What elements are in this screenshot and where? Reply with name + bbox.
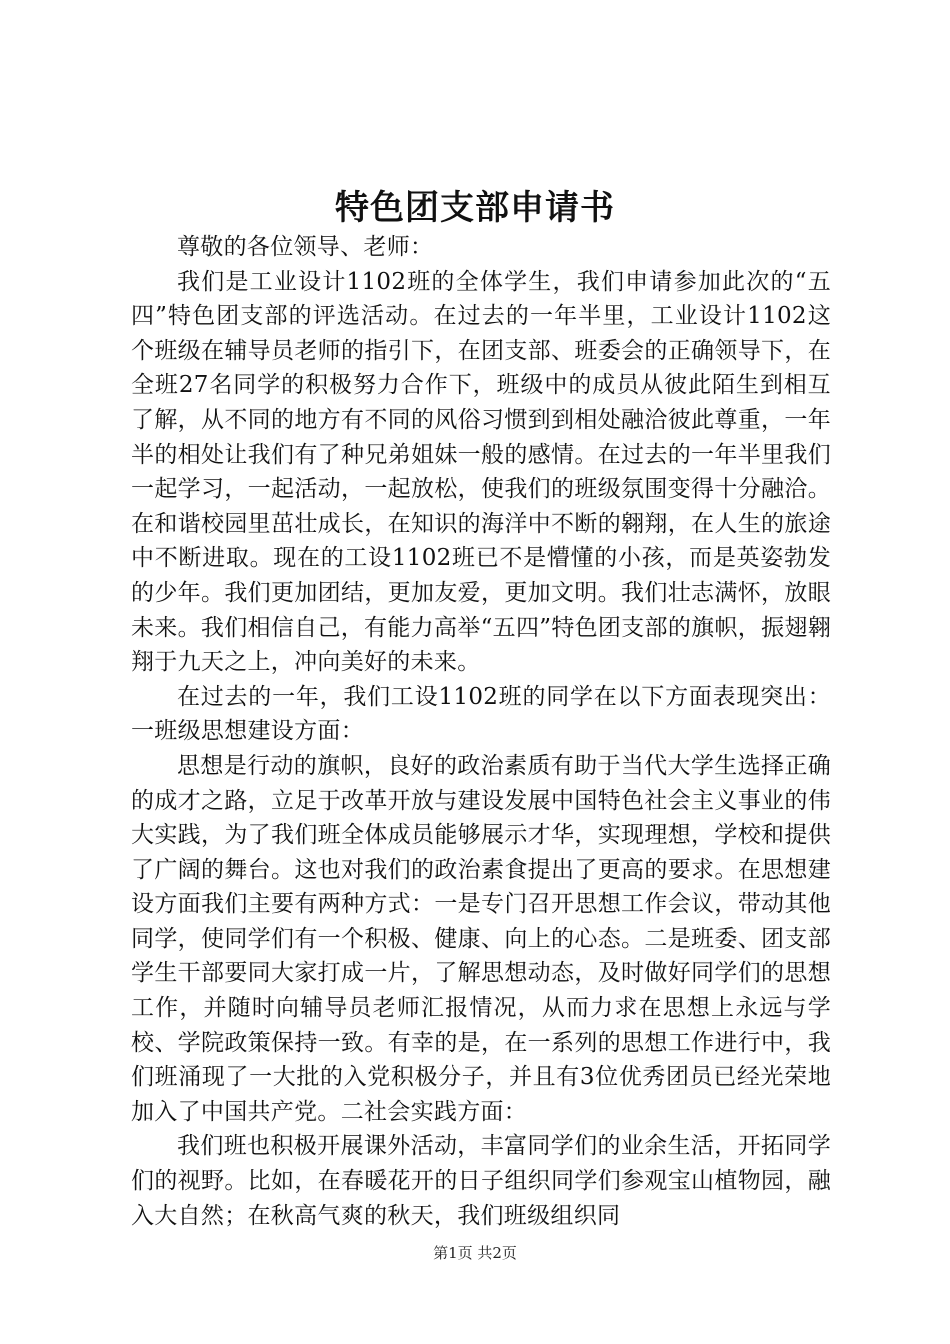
paragraph-activities: 我们班也积极开展课外活动，丰富同学们的业余生活，开拓同学们的视野。比如，在春暖花开的日子组织同学们参观宝山植物园，融入大自然；在秋高气爽的秋天，我们班级组织同 (131, 1133, 831, 1229)
salutation: 尊敬的各位领导、老师： (177, 234, 434, 260)
paragraph-intro: 我们是工业设计1102班的全体学生，我们申请参加此次的“五四”特色团支部的评选活动。在过去的一年半里，工业设计1102这个班级在辅导员老师的指引下，在团支部、班委会的正确领导下，在全班27名同学的积极努力合作下，班级中的成员从彼此陌生到相互了解，从不同的地方有不同的风俗习惯到到相处融洽彼此尊重，一年半的相处让我们有了种兄弟姐妹一般的感情。在过去的一年半里我们一起学习，一起活动，一起放松，使我们的班级氛围变得十分融洽。在和谐校园里茁壮成长，在知识的海洋中不断的翱翔，在人生的旅途中不断进取。现在的工设1102班已不是懵懂的小孩，而是英姿勃发的少年。我们更加团结，更加友爱，更加文明。我们壮志满怀，放眼未来。我们相信自己，有能力高举“五四”特色团支部的旗帜，振翅翱翔于九天之上，冲向美好的未来。 (131, 268, 831, 676)
paragraph-achievements: 在过去的一年，我们工设1102班的同学在以下方面表现突出：一班级思想建设方面： (131, 683, 831, 745)
page-number-footer: 第1页 共2页 (433, 1244, 517, 1262)
document-title: 特色团支部申请书 (335, 188, 615, 228)
document-body (131, 230, 831, 1233)
paragraph-ideology: 思想是行动的旗帜，良好的政治素质有助于当代大学生选择正确的成才之路，立足于改革开放与建设发展中国特色社会主义事业的伟大实践，为了我们班全体成员能够展示才华，实现理想，学校和提供了广阔的舞台。这也对我们的政治素食提出了更高的要求。在思想建设方面我们主要有两种方式：一是专门召开思想工作会议，带动其他同学，使同学们有一个积极、健康、向上的心态。二是班委、团支部学生干部要同大家打成一片，了解思想动态，及时做好同学们的思想工作，并随时向辅导员老师汇报情况，从而力求在思想上永远与学校、学院政策保持一致。有幸的是，在一系列的思想工作进行中，我们班涌现了一大批的入党积极分子，并且有3位优秀团员已经光荣地加入了中国共产党。二社会实践方面： (131, 752, 831, 1125)
